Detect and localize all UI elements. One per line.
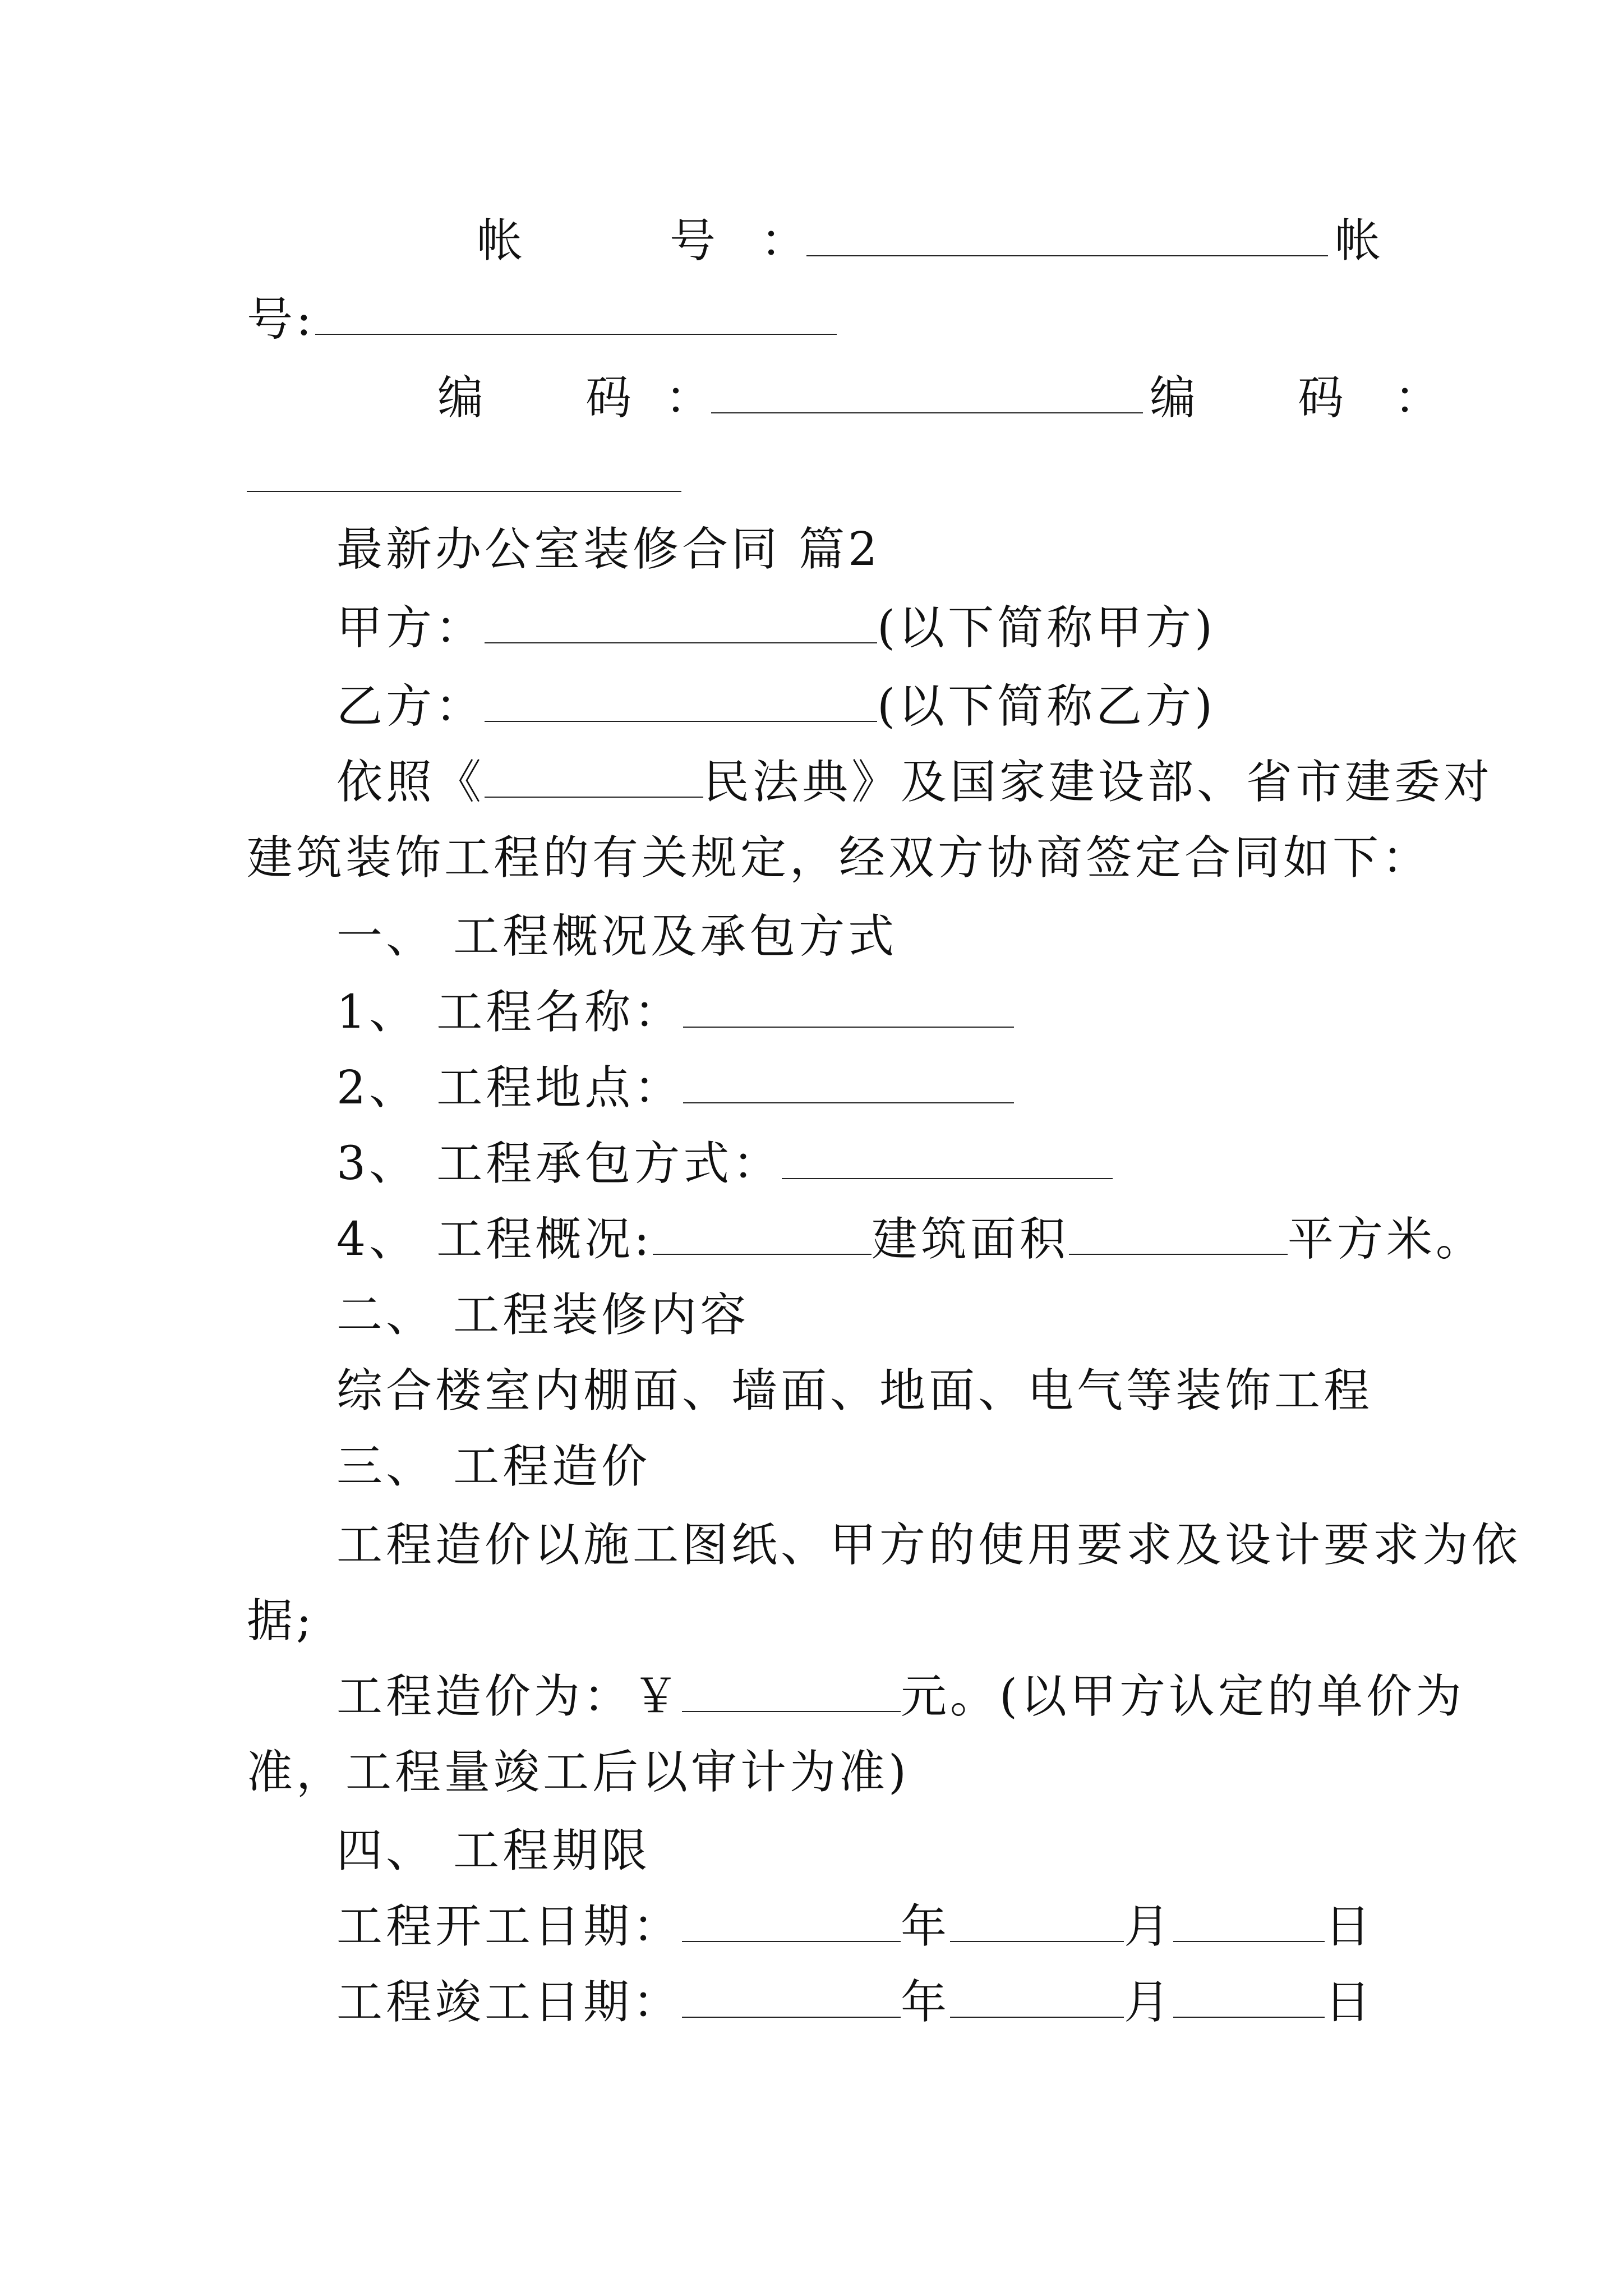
basis-prefix: 依照《 bbox=[336, 756, 485, 809]
section-4-heading: 四、 工程期限 bbox=[336, 1824, 651, 1878]
section-2-heading: 二、 工程装修内容 bbox=[336, 1289, 750, 1342]
item-4-label: 4、 工程概况: bbox=[336, 1213, 653, 1266]
account-label-1: 帐 号 bbox=[477, 214, 767, 268]
party-b-label: 乙方： bbox=[336, 680, 485, 733]
end-year-field[interactable] bbox=[682, 1977, 901, 2018]
account-field-1[interactable] bbox=[806, 216, 1328, 256]
party-a-label: 甲方： bbox=[336, 601, 485, 655]
contract-method-field[interactable] bbox=[782, 1139, 1113, 1179]
section-2-content: 综合楼室内棚面、墙面、地面、电气等装饰工程 bbox=[336, 1364, 1373, 1418]
section-3-para-cont: 据; bbox=[247, 1594, 315, 1648]
basis-row bbox=[336, 754, 1493, 811]
item-4-row bbox=[336, 1212, 1485, 1268]
start-year-unit: 年 bbox=[901, 1900, 951, 1953]
account-colon-1: ： bbox=[760, 214, 807, 268]
item-2-row bbox=[336, 1060, 1014, 1116]
end-month-field[interactable] bbox=[950, 1977, 1124, 2018]
code-label-1: 编 码 bbox=[437, 371, 660, 425]
project-overview-field[interactable] bbox=[653, 1214, 872, 1255]
party-b-row bbox=[336, 679, 1216, 735]
item-3-label: 3、 工程承包方式： bbox=[336, 1137, 782, 1190]
end-day-unit: 日 bbox=[1325, 1976, 1375, 2029]
party-a-note: (以下简称甲方) bbox=[877, 601, 1216, 655]
code-row bbox=[437, 370, 1143, 426]
end-date-label: 工程竣工日期： bbox=[336, 1976, 683, 2029]
account-label-2: 帐 bbox=[1335, 214, 1385, 268]
project-name-field[interactable] bbox=[683, 987, 1014, 1028]
start-day-field[interactable] bbox=[1173, 1902, 1325, 1942]
account-row-cont bbox=[247, 292, 837, 348]
item-1-label: 1、 工程名称： bbox=[336, 986, 684, 1039]
account-label-2-cont: 号: bbox=[247, 293, 315, 346]
start-month-unit: 月 bbox=[1124, 1900, 1174, 1953]
code-label-2: 编 码 bbox=[1150, 371, 1372, 425]
code-colon-2: ： bbox=[1394, 371, 1441, 425]
basis-suffix: 民法典》及国家建设部、省市建委对 bbox=[703, 756, 1493, 809]
price-suffix: 元。(以甲方认定的单价为 bbox=[901, 1670, 1465, 1723]
price-cont: 准，工程量竣工后以审计为准) bbox=[247, 1746, 910, 1799]
party-a-field[interactable] bbox=[485, 603, 877, 643]
item-4-end: 平方米。 bbox=[1287, 1213, 1485, 1266]
party-b-field[interactable] bbox=[485, 682, 877, 722]
section-1-heading: 一、 工程概况及承包方式 bbox=[336, 910, 898, 963]
code-colon-1: ： bbox=[665, 371, 712, 425]
start-month-field[interactable] bbox=[950, 1902, 1124, 1942]
building-area-field[interactable] bbox=[1069, 1214, 1288, 1255]
party-b-note: (以下简称乙方) bbox=[877, 680, 1216, 733]
end-day-field[interactable] bbox=[1173, 1977, 1325, 2018]
start-date-row bbox=[336, 1899, 1374, 1955]
start-date-label: 工程开工日期： bbox=[336, 1900, 683, 1953]
code-field-1[interactable] bbox=[711, 373, 1143, 413]
section-3-heading: 三、 工程造价 bbox=[336, 1440, 651, 1493]
basis-cont: 建筑装饰工程的有关规定，经双方协商签定合同如下： bbox=[247, 831, 1432, 885]
item-2-label: 2、 工程地点： bbox=[336, 1061, 684, 1115]
party-a-row bbox=[336, 600, 1216, 656]
item-1-row bbox=[336, 984, 1014, 1041]
end-year-unit: 年 bbox=[901, 1976, 951, 2029]
start-day-unit: 日 bbox=[1325, 1900, 1375, 1953]
project-location-field[interactable] bbox=[683, 1063, 1014, 1103]
end-month-unit: 月 bbox=[1124, 1976, 1174, 2029]
account-field-2[interactable] bbox=[315, 295, 837, 335]
section-3-para: 工程造价以施工图纸、甲方的使用要求及设计要求为依 bbox=[336, 1519, 1521, 1572]
start-year-field[interactable] bbox=[682, 1902, 901, 1942]
price-field[interactable] bbox=[682, 1672, 901, 1712]
price-row bbox=[336, 1669, 1465, 1725]
price-prefix: 工程造价为：￥ bbox=[336, 1670, 683, 1723]
basis-field[interactable] bbox=[485, 757, 703, 798]
document-title: 最新办公室装修合同 篇2 bbox=[336, 523, 881, 576]
account-row bbox=[477, 213, 1328, 269]
code-row-right bbox=[1150, 370, 1440, 426]
code-row-cont bbox=[247, 449, 681, 505]
end-date-row bbox=[336, 1975, 1374, 2031]
item-4-mid: 建筑面积 bbox=[871, 1213, 1069, 1266]
code-field-2[interactable] bbox=[247, 452, 681, 492]
item-3-row bbox=[336, 1136, 1113, 1192]
